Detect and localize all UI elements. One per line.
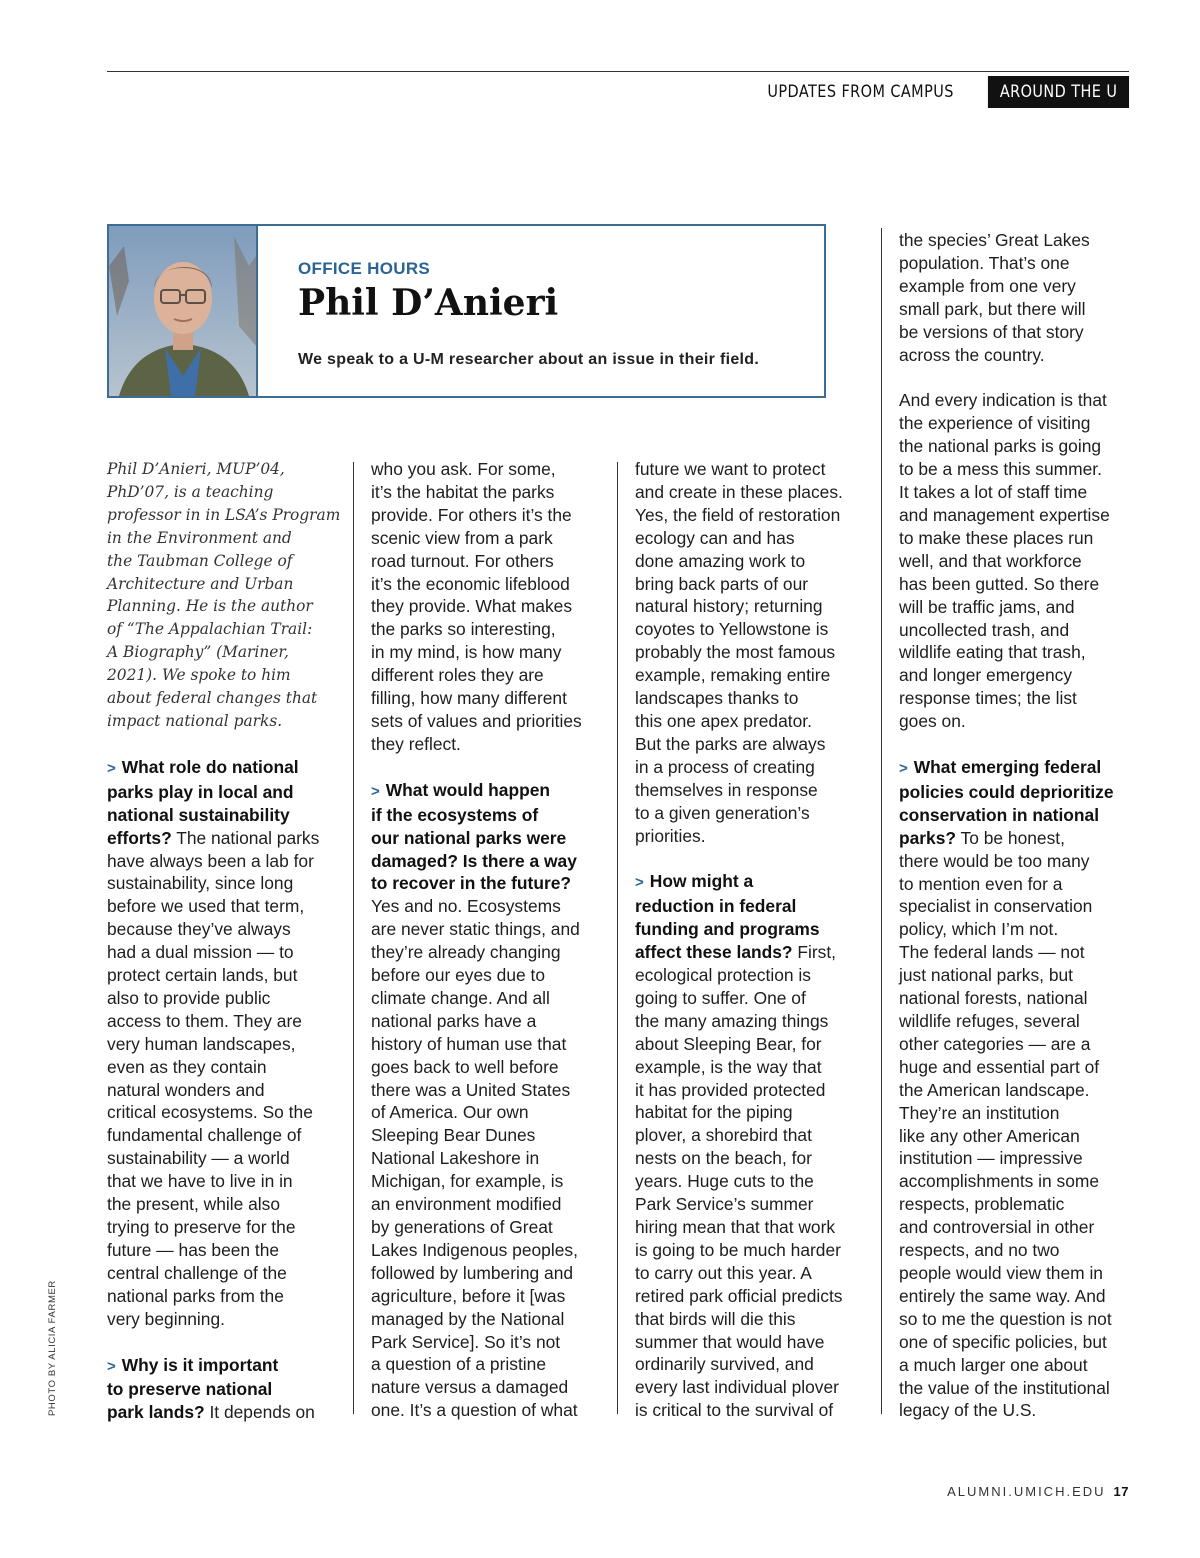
answer-line: It depends on [204, 1402, 315, 1423]
intro-line: Architecture and Urban [107, 574, 294, 593]
answer-line: in a process of creating [635, 756, 815, 777]
answer-line: well, and that workforce [899, 550, 1082, 571]
answer-line: policy, which I’m not. [899, 919, 1059, 940]
answer-line: it’s the economic lifeblood [371, 573, 570, 594]
answer-line: sustainability — a world [107, 1148, 290, 1169]
chevron-right-icon: > [107, 1357, 116, 1375]
intro-line: Planning. He is the author [107, 597, 313, 616]
question-line: parks? [899, 827, 957, 848]
answer-line: followed by lumbering and [371, 1262, 574, 1283]
question-line: national sustainability [107, 804, 290, 825]
answer-line: example, is the way that [635, 1056, 822, 1077]
page-number: 17 [1113, 1484, 1129, 1499]
answer-line: the present, while also [107, 1194, 281, 1215]
answer-line: very beginning. [107, 1308, 225, 1329]
answer-line: goes on. [899, 711, 966, 732]
answer-line: in my mind, is how many [371, 642, 562, 663]
answer-line: Park Service]. So it’s not [371, 1331, 561, 1352]
chevron-right-icon: > [899, 760, 908, 778]
answer-4-part-2 [899, 389, 1139, 733]
answer-line: to mention even for a [899, 873, 1063, 894]
answer-line: is critical to the survival of [635, 1400, 834, 1421]
answer-line: access to them. They are [107, 1010, 302, 1031]
answer-line: one. It’s a question of what [371, 1400, 578, 1421]
answer-line: natural history; returning [635, 596, 823, 617]
column-2 [371, 458, 611, 1422]
intro-line: PhD’07, is a teaching [107, 482, 274, 501]
answer-line: retired park official predicts [635, 1285, 843, 1306]
answer-line: Michigan, for example, is [371, 1171, 564, 1192]
answer-line: there would be too many [899, 850, 1090, 871]
answer-line: themselves in response [635, 779, 818, 800]
answer-line: goes back to well before [371, 1056, 559, 1077]
answer-line: But the parks are always [635, 733, 826, 754]
answer-line: accomplishments in some [899, 1171, 1100, 1192]
answer-line: of America. Our own [371, 1102, 529, 1123]
question-line: damaged? Is there a way [371, 850, 577, 871]
question-line: What emerging federal [913, 757, 1102, 778]
qa-block-2 [107, 1354, 347, 1425]
question-line: to preserve national [107, 1379, 273, 1400]
question-line: What would happen [385, 779, 550, 800]
answer-line: to a given generation’s [635, 802, 810, 823]
answer-line: managed by the National [371, 1308, 565, 1329]
answer-line: just national parks, but [899, 965, 1074, 986]
answer-line: They’re an institution [899, 1102, 1060, 1123]
answer-line: the parks so interesting, [371, 619, 556, 640]
answer-line: the American landscape. [899, 1079, 1090, 1100]
answer-line: very human landscapes, [107, 1033, 296, 1054]
answer-line: before our eyes due to [371, 965, 546, 986]
answer-line: an environment modified [371, 1194, 562, 1215]
answer-line: different roles they are [371, 665, 544, 686]
answer-line: had a dual mission — to [107, 942, 294, 963]
portrait-photo [109, 226, 258, 396]
answer-line: the species’ Great Lakes [899, 230, 1090, 250]
answer-2 [371, 458, 611, 756]
answer-line: scenic view from a park [371, 527, 553, 548]
intro-line: Phil D’Anieri, MUP’04, [107, 460, 285, 478]
answer-line: The federal lands — not [899, 942, 1085, 963]
question-line: efforts? [107, 827, 172, 848]
answer-line: filling, how many different [371, 688, 567, 709]
answer-line: Lakes Indigenous peoples, [371, 1239, 578, 1260]
answer-line: summer that would have [635, 1331, 825, 1352]
chevron-right-icon: > [371, 782, 380, 800]
column-3 [635, 458, 875, 1422]
answer-line: before we used that term, [107, 896, 305, 917]
office-hours-header [107, 224, 826, 398]
answer-line: future we want to protect [635, 459, 826, 479]
answer-line: provide. For others it’s the [371, 504, 572, 525]
answer-line: huge and essential part of [899, 1056, 1100, 1077]
answer-line: plover, a shorebird that [635, 1125, 812, 1146]
answer-line: are never static things, and [371, 919, 580, 940]
answer-line: also to provide public [107, 987, 271, 1008]
column-1 [107, 458, 347, 1424]
answer-line: done amazing work to [635, 550, 806, 571]
answer-line: the experience of visiting [899, 413, 1091, 434]
answer-line: to make these places run [899, 527, 1094, 548]
answer-4-continued [899, 229, 1139, 366]
answer-line: trying to preserve for the [107, 1217, 296, 1237]
answer-line: it has provided protected [635, 1079, 826, 1100]
answer-line: history of human use that [371, 1033, 567, 1054]
answer-line: that birds will die this [635, 1308, 796, 1329]
page-title: Phil D’Anieri [298, 282, 559, 324]
intro-line: professor in in LSA’s Program [107, 505, 341, 524]
answer-line: going to suffer. One of [635, 987, 806, 1008]
header-rule [107, 71, 1129, 72]
answer-line: the national parks is going [899, 436, 1102, 457]
answer-line: who you ask. For some, [371, 459, 556, 479]
answer-line: to be a mess this summer. [899, 459, 1102, 480]
answer-line: this one apex predator. [635, 710, 812, 731]
answer-line: by generations of Great [371, 1217, 553, 1237]
answer-line: is going to be much harder [635, 1239, 841, 1260]
answer-line: nature versus a damaged [371, 1377, 569, 1398]
answer-line: natural wonders and [107, 1079, 265, 1100]
answer-line: example, remaking entire [635, 665, 831, 686]
answer-line: National Lakeshore in [371, 1148, 540, 1169]
answer-line: national parks from the [107, 1285, 284, 1306]
answer-line: specialist in conservation [899, 896, 1093, 917]
intro-line: impact national parks. [107, 711, 283, 730]
answer-line: legacy of the U.S. [899, 1400, 1037, 1421]
question-line: to recover in the future? [371, 873, 572, 894]
qa-block-3 [371, 779, 611, 1422]
intro-line: in the Environment and [107, 528, 292, 547]
answer-line: future — has been the [107, 1239, 280, 1260]
answer-line: hiring mean that that work [635, 1217, 836, 1237]
intro-line: 2021). We spoke to him [107, 666, 291, 685]
answer-line: wildlife refuges, several [899, 1011, 1080, 1031]
answer-line: climate change. And all [371, 987, 550, 1008]
answer-line: they reflect. [371, 733, 461, 754]
chevron-right-icon: > [635, 874, 644, 892]
answer-line: small park, but there will [899, 298, 1086, 319]
answer-line: about Sleeping Bear, for [635, 1033, 822, 1054]
intro-line: A Biography” (Mariner, [107, 643, 289, 662]
intro-line: about federal changes that [107, 689, 318, 708]
intro-text [107, 458, 347, 733]
answer-line: will be traffic jams, and [899, 596, 1075, 617]
answer-line: that we have to live in in [107, 1171, 293, 1192]
answer-line: be versions of that story [899, 321, 1084, 342]
question-line: parks play in local and [107, 781, 294, 802]
answer-line: and management expertise [899, 504, 1110, 525]
answer-line: and create in these places. [635, 481, 843, 502]
answer-line: bring back parts of our [635, 573, 809, 594]
answer-line: Sleeping Bear Dunes [371, 1125, 536, 1146]
answer-line: And every indication is that [899, 390, 1107, 411]
answer-line: national forests, national [899, 988, 1088, 1009]
answer-line: uncollected trash, and [899, 619, 1070, 640]
qa-block-1 [107, 756, 347, 1331]
answer-line: ordinarily survived, and [635, 1354, 814, 1375]
question-line: park lands? [107, 1402, 205, 1423]
answer-line: coyotes to Yellowstone is [635, 619, 829, 640]
answer-line: fundamental challenge of [107, 1125, 302, 1146]
question-line: How might a [649, 871, 754, 892]
question-line: if the ecosystems of [371, 804, 539, 825]
answer-line: wildlife eating that trash, [899, 642, 1086, 663]
answer-line: so to me the question is not [899, 1308, 1112, 1329]
answer-line: entirely the same way. And [899, 1285, 1106, 1306]
kicker: OFFICE HOURS [298, 259, 431, 278]
answer-line: institution — impressive [899, 1148, 1083, 1169]
answer-3-continued [635, 458, 875, 847]
answer-line: respects, problematic [899, 1194, 1065, 1215]
intro-line: the Taubman College of [107, 551, 293, 570]
answer-line: years. Huge cuts to the [635, 1171, 814, 1192]
answer-line: critical ecosystems. So the [107, 1102, 313, 1123]
answer-line: a much larger one about [899, 1354, 1088, 1375]
photo-credit: PHOTO BY ALICIA FARMER [47, 1280, 58, 1416]
answer-line: it’s the habitat the parks [371, 481, 555, 502]
answer-line: and controversial in other [899, 1217, 1095, 1238]
answer-line: road turnout. For others [371, 550, 554, 571]
question-line: our national parks were [371, 827, 567, 848]
section-label[interactable]: UPDATES FROM CAMPUS [767, 82, 955, 102]
answer-line: there was a United States [371, 1079, 571, 1100]
footer-url[interactable]: ALUMNI.UMICH.EDU [947, 1484, 1106, 1499]
page-footer [947, 1484, 1129, 1499]
answer-line: First, [792, 942, 836, 963]
qa-block-5 [899, 756, 1139, 1422]
answer-line: they provide. What makes [371, 596, 573, 617]
section-active-label[interactable]: AROUND THE U [988, 76, 1129, 108]
question-line: reduction in federal [635, 896, 797, 917]
answer-line: habitat for the piping [635, 1102, 793, 1123]
answer-line: people would view them in [899, 1262, 1103, 1283]
answer-line: response times; the list [899, 688, 1077, 709]
question-line: What role do national [121, 756, 299, 777]
answer-line: example from one very [899, 275, 1076, 296]
answer-line: like any other American [899, 1125, 1080, 1146]
answer-line: It takes a lot of staff time [899, 482, 1088, 503]
answer-line: nests on the beach, for [635, 1148, 812, 1169]
answer-line: the value of the institutional [899, 1377, 1110, 1398]
answer-line: To be honest, [956, 827, 1065, 848]
question-line: Why is it important [121, 1354, 279, 1375]
answer-line: across the country. [899, 344, 1045, 365]
answer-line: population. That’s one [899, 252, 1070, 273]
section-tabs [723, 76, 1129, 108]
answer-line: The national parks [171, 827, 320, 848]
question-line: funding and programs [635, 919, 820, 940]
column-divider [617, 462, 618, 1414]
answer-line: Yes, the field of restoration [635, 504, 841, 525]
column-divider [353, 462, 354, 1414]
answer-line: national parks have a [371, 1010, 537, 1031]
answer-line: and longer emergency [899, 665, 1073, 686]
column-4 [899, 229, 1139, 1422]
column-divider [881, 228, 882, 1414]
answer-line: probably the most famous [635, 642, 836, 663]
answer-line: central challenge of the [107, 1262, 287, 1283]
answer-line: protect certain lands, but [107, 965, 298, 986]
answer-line: respects, and no two [899, 1240, 1060, 1261]
answer-line: a question of a pristine [371, 1354, 546, 1375]
answer-line: landscapes thanks to [635, 688, 799, 709]
answer-line: every last individual plover [635, 1377, 839, 1398]
answer-line: have always been a lab for [107, 850, 314, 871]
answer-line: has been gutted. So there [899, 573, 1100, 594]
answer-line: other categories — are a [899, 1033, 1091, 1054]
answer-line: sustainability, since long [107, 873, 294, 894]
answer-line: ecological protection is [635, 965, 811, 986]
answer-line: agriculture, before it [was [371, 1285, 566, 1306]
answer-line: Yes and no. Ecosystems [371, 896, 561, 917]
qa-block-4 [635, 870, 875, 1422]
question-line: conservation in national [899, 804, 1100, 825]
answer-line: Park Service’s summer [635, 1194, 814, 1215]
question-line: affect these lands? [635, 942, 793, 963]
answer-line: one of specific policies, but [899, 1331, 1107, 1352]
answer-line: to carry out this year. A [635, 1262, 812, 1283]
dek: We speak to a U-M researcher about an issue in their field. [298, 351, 760, 368]
intro-line: of “The Appalachian Trail: [107, 620, 313, 639]
question-line: policies could deprioritize [899, 781, 1114, 802]
answer-line: the many amazing things [635, 1010, 829, 1031]
answer-line: even as they contain [107, 1056, 267, 1077]
portrait-illustration [109, 226, 256, 396]
answer-line: ecology can and has [635, 527, 795, 548]
answer-line: sets of values and priorities [371, 710, 582, 731]
chevron-right-icon: > [107, 759, 116, 777]
answer-line: because they’ve always [107, 919, 291, 940]
answer-line: they’re already changing [371, 942, 561, 963]
answer-line: priorities. [635, 825, 706, 846]
